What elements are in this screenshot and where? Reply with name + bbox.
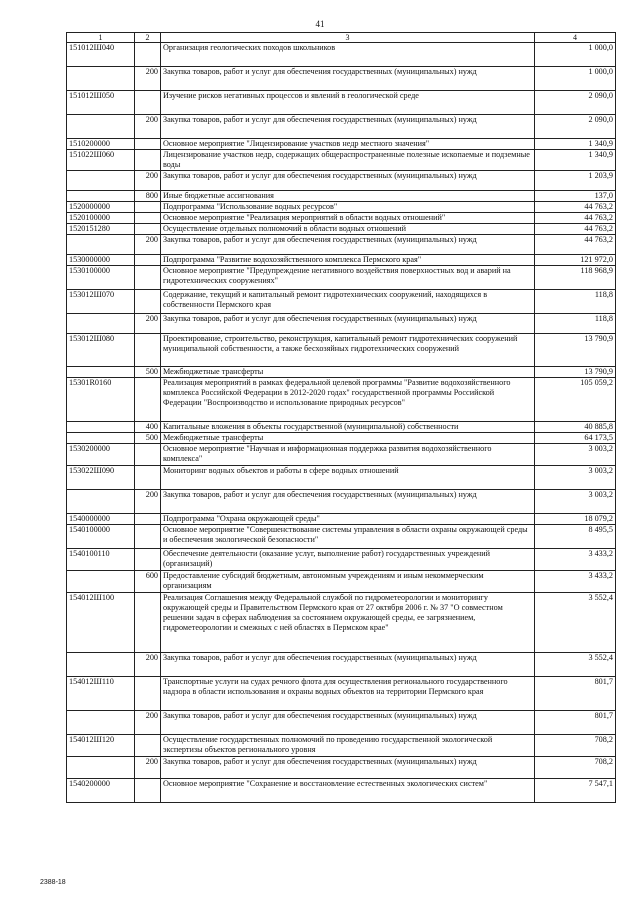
table-row [67,43,616,67]
amount-cell: 3 552,4 [535,593,616,653]
amount-cell: 3 433,2 [535,571,616,593]
item-name-cell: Закупка товаров, работ и услуг для обеспечения государственных (муниципальных) нужд [161,653,535,677]
amount-cell: 3 552,4 [535,653,616,677]
expense-type-cell: 200 [135,67,161,91]
table-row [67,490,616,514]
amount-cell: 44 763,2 [535,202,616,213]
item-name-cell: Обеспечение деятельности (оказание услуг, выполнение работ) государственных учреждений (организаций) [161,549,535,571]
expense-type-cell: 200 [135,314,161,334]
expense-type-cell [135,466,161,490]
column-header-4: 4 [535,33,616,43]
classification-code-cell: 154012Ш100 [67,593,135,653]
expense-type-cell [135,43,161,67]
item-name-cell: Организация геологических походов школьников [161,43,535,67]
amount-cell: 1 203,9 [535,171,616,191]
table-row [67,422,616,433]
column-header-1: 1 [67,33,135,43]
table-row [67,466,616,490]
item-name-cell: Осуществление отдельных полномочий в области водных отношений [161,224,535,235]
expense-type-cell: 800 [135,191,161,202]
amount-cell: 2 090,0 [535,91,616,115]
amount-cell: 3 433,2 [535,549,616,571]
table-row [67,571,616,593]
item-name-cell: Закупка товаров, работ и услуг для обеспечения государственных (муниципальных) нужд [161,757,535,779]
item-name-cell: Закупка товаров, работ и услуг для обеспечения государственных (муниципальных) нужд [161,711,535,735]
expense-type-cell: 200 [135,235,161,255]
classification-code-cell [67,314,135,334]
item-name-cell: Основное мероприятие "Предупреждение негативного воздействия поверхностных вод и аварий на гидротехнических сооружениях" [161,266,535,290]
expense-type-cell [135,735,161,757]
classification-code-cell [67,191,135,202]
item-name-cell: Межбюджетные трансферты [161,367,535,378]
table-row [67,433,616,444]
amount-cell: 18 079,2 [535,514,616,525]
expense-type-cell [135,779,161,803]
item-name-cell: Подпрограмма "Охрана окружающей среды" [161,514,535,525]
amount-cell: 121 972,0 [535,255,616,266]
amount-cell: 118,8 [535,290,616,314]
table-row [67,213,616,224]
item-name-cell: Реализация Соглашения между Федеральной службой по гидрометеорологии и мониторингу окружающей среды и Правительством Пермского края от 27 октября 2006 г. № 37 "О совместном решении задач в сферах наблюдения за состоянием окружающей среды, ее загрязнением, гидрометеорологии и смежных с ней областях в Пермском крае" [161,593,535,653]
amount-cell: 708,2 [535,757,616,779]
expense-type-cell: 200 [135,711,161,735]
item-name-cell: Закупка товаров, работ и услуг для обеспечения государственных (муниципальных) нужд [161,235,535,255]
amount-cell: 13 790,9 [535,334,616,367]
classification-code-cell [67,433,135,444]
amount-cell: 8 495,5 [535,525,616,549]
amount-cell: 801,7 [535,711,616,735]
item-name-cell: Основное мероприятие "Научная и информационная поддержка развития водохозяйственного комплекса" [161,444,535,466]
table-row [67,255,616,266]
amount-cell: 1 000,0 [535,43,616,67]
classification-code-cell [67,571,135,593]
expense-type-cell [135,224,161,235]
classification-code-cell: 153012Ш080 [67,334,135,367]
table-row [67,378,616,422]
classification-code-cell [67,367,135,378]
expense-type-cell [135,444,161,466]
item-name-cell: Предоставление субсидий бюджетным, автономным учреждениям и иным некоммерческим организациям [161,571,535,593]
expense-type-cell: 200 [135,757,161,779]
table-row [67,171,616,191]
item-name-cell: Реализация мероприятий в рамках федеральной целевой программы "Развитие водохозяйственного комплекса Российской Федерации в 2012-2020 годах" государственной программы Российской Федерации "Воспроизводство и использование природных ресурсов" [161,378,535,422]
item-name-cell: Проектирование, строительство, реконструкция, капитальный ремонт гидротехнических сооружений муниципальной собственности, а также бесхозяйных гидротехнических сооружений [161,334,535,367]
item-name-cell: Изучение рисков негативных процессов и явлений в геологической среде [161,91,535,115]
amount-cell: 3 003,2 [535,490,616,514]
classification-code-cell: 1510200000 [67,139,135,150]
item-name-cell: Закупка товаров, работ и услуг для обеспечения государственных (муниципальных) нужд [161,115,535,139]
amount-cell: 2 090,0 [535,115,616,139]
item-name-cell: Закупка товаров, работ и услуг для обеспечения государственных (муниципальных) нужд [161,171,535,191]
table-row [67,150,616,171]
table-row [67,779,616,803]
classification-code-cell [67,422,135,433]
item-name-cell: Основное мероприятие "Сохранение и восстановление естественных экологических систем" [161,779,535,803]
table-row [67,314,616,334]
amount-cell: 3 003,2 [535,466,616,490]
classification-code-cell: 153022Ш090 [67,466,135,490]
classification-code-cell [67,235,135,255]
document-code: 2388-18 [40,879,66,886]
amount-cell: 105 059,2 [535,378,616,422]
item-name-cell: Основное мероприятие "Совершенствование системы управления в области охраны окружающей среды и обеспечения экологической безопасности" [161,525,535,549]
expense-type-cell: 200 [135,115,161,139]
table-body [67,43,616,803]
item-name-cell: Межбюджетные трансферты [161,433,535,444]
item-name-cell: Осуществление государственных полномочий по проведению государственной экологической экспертизы объектов регионального уровня [161,735,535,757]
expense-type-cell [135,202,161,213]
classification-code-cell [67,711,135,735]
classification-code-cell: 1530100000 [67,266,135,290]
classification-code-cell: 15301R0160 [67,378,135,422]
item-name-cell: Капитальные вложения в объекты государственной (муниципальной) собственности [161,422,535,433]
table-row [67,514,616,525]
classification-code-cell: 154012Ш110 [67,677,135,711]
table-row [67,334,616,367]
item-name-cell: Подпрограмма "Использование водных ресурсов" [161,202,535,213]
table-row [67,444,616,466]
table-row [67,266,616,290]
amount-cell: 64 173,5 [535,433,616,444]
classification-code-cell: 1540200000 [67,779,135,803]
page-number: 41 [315,19,325,29]
classification-code-cell: 151012Ш040 [67,43,135,67]
classification-code-cell: 1520000000 [67,202,135,213]
amount-cell: 137,0 [535,191,616,202]
classification-code-cell: 1520100000 [67,213,135,224]
table-row [67,525,616,549]
classification-code-cell: 153012Ш070 [67,290,135,314]
item-name-cell: Иные бюджетные ассигнования [161,191,535,202]
expense-type-cell [135,150,161,171]
classification-code-cell: 151022Ш060 [67,150,135,171]
expense-type-cell: 200 [135,653,161,677]
table-row [67,224,616,235]
item-name-cell: Подпрограмма "Развитие водохозяйственного комплекса Пермского края" [161,255,535,266]
table-row [67,67,616,91]
amount-cell: 7 547,1 [535,779,616,803]
table-row [67,711,616,735]
classification-code-cell [67,490,135,514]
column-header-2: 2 [135,33,161,43]
amount-cell: 40 885,8 [535,422,616,433]
table-row [67,202,616,213]
expense-type-cell [135,91,161,115]
table-row [67,735,616,757]
table-row [67,290,616,314]
item-name-cell: Основное мероприятие "Лицензирование участков недр местного значения" [161,139,535,150]
column-header-3: 3 [161,33,535,43]
table-row [67,367,616,378]
amount-cell: 708,2 [535,735,616,757]
amount-cell: 118 968,9 [535,266,616,290]
expense-type-cell [135,290,161,314]
amount-cell: 801,7 [535,677,616,711]
amount-cell: 1 000,0 [535,67,616,91]
classification-code-cell [67,653,135,677]
item-name-cell: Закупка товаров, работ и услуг для обеспечения государственных (муниципальных) нужд [161,490,535,514]
table-row [67,91,616,115]
classification-code-cell [67,67,135,91]
amount-cell: 44 763,2 [535,213,616,224]
item-name-cell: Лицензирование участков недр, содержащих общераспространенные полезные ископаемые и подземные воды [161,150,535,171]
classification-code-cell: 1530000000 [67,255,135,266]
expense-type-cell [135,266,161,290]
item-name-cell: Основное мероприятие "Реализация мероприятий в области водных отношений" [161,213,535,224]
table-row [67,677,616,711]
item-name-cell: Закупка товаров, работ и услуг для обеспечения государственных (муниципальных) нужд [161,67,535,91]
table-row [67,191,616,202]
classification-code-cell: 1540100000 [67,525,135,549]
expense-type-cell [135,139,161,150]
expense-type-cell [135,677,161,711]
amount-cell: 1 340,9 [535,139,616,150]
table-row [67,549,616,571]
classification-code-cell: 1530200000 [67,444,135,466]
expense-type-cell: 400 [135,422,161,433]
classification-code-cell: 1540100110 [67,549,135,571]
classification-code-cell [67,757,135,779]
classification-code-cell: 154012Ш120 [67,735,135,757]
amount-cell: 44 763,2 [535,235,616,255]
budget-table [66,32,616,803]
classification-code-cell: 1520151280 [67,224,135,235]
table-row [67,235,616,255]
table-row [67,593,616,653]
table-row [67,115,616,139]
column-number-row [67,33,616,43]
expense-type-cell [135,334,161,367]
table-row [67,757,616,779]
item-name-cell: Транспортные услуги на судах речного флота для осуществления регионального государственного надзора в области использования и охраны водных объектов на территории Пермского края [161,677,535,711]
expense-type-cell: 600 [135,571,161,593]
expense-type-cell [135,593,161,653]
amount-cell: 1 340,9 [535,150,616,171]
expense-type-cell: 500 [135,367,161,378]
expense-type-cell: 500 [135,433,161,444]
classification-code-cell [67,171,135,191]
expense-type-cell [135,378,161,422]
expense-type-cell [135,525,161,549]
classification-code-cell [67,115,135,139]
expense-type-cell [135,213,161,224]
expense-type-cell [135,514,161,525]
item-name-cell: Закупка товаров, работ и услуг для обеспечения государственных (муниципальных) нужд [161,314,535,334]
expense-type-cell [135,255,161,266]
amount-cell: 118,8 [535,314,616,334]
item-name-cell: Мониторинг водных объектов и работы в сфере водных отношений [161,466,535,490]
expense-type-cell: 200 [135,171,161,191]
expense-type-cell: 200 [135,490,161,514]
classification-code-cell: 151012Ш050 [67,91,135,115]
table-row [67,139,616,150]
item-name-cell: Содержание, текущий и капитальный ремонт гидротехнических сооружений, находящихся в собственности Пермского края [161,290,535,314]
amount-cell: 44 763,2 [535,224,616,235]
classification-code-cell: 1540000000 [67,514,135,525]
amount-cell: 13 790,9 [535,367,616,378]
table-row [67,653,616,677]
amount-cell: 3 003,2 [535,444,616,466]
expense-type-cell [135,549,161,571]
